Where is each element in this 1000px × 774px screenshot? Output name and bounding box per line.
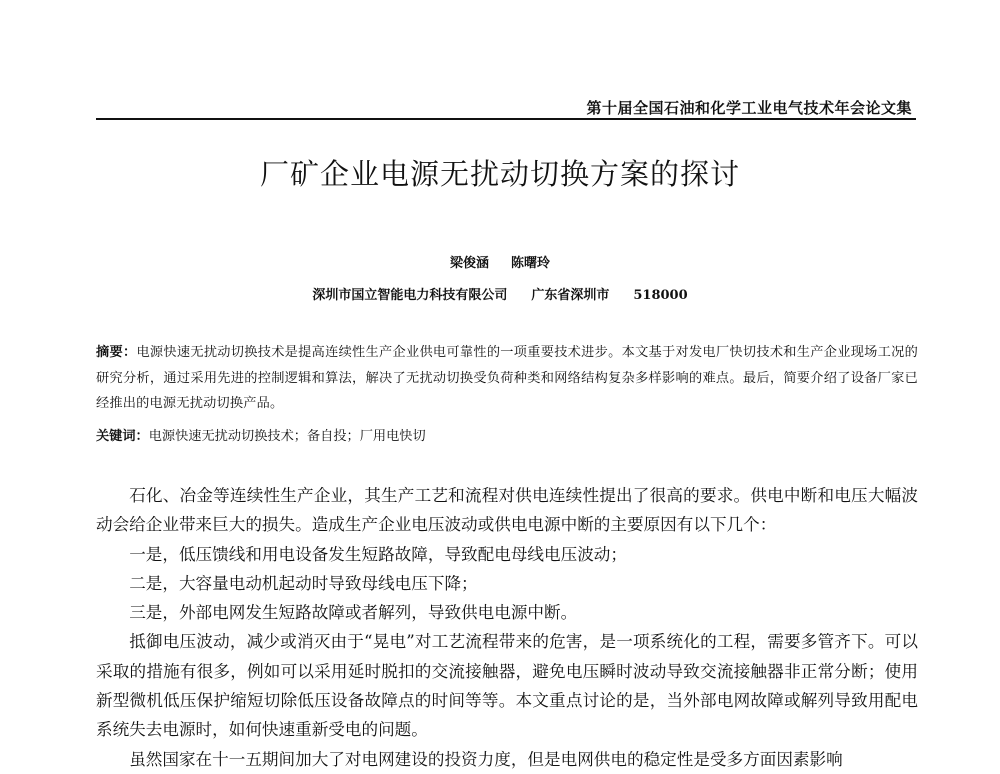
abstract [96, 340, 918, 417]
abstract-text: 电源快速无扰动切换技术是提高连续性生产企业供电可靠性的一项重要技术进步。本文基于对发电厂快切技术和生产企业现场工况的研究分析，通过采用先进的控制逻辑和算法，解决了无扰动切换受负荷种类和网络结构复杂多样影响的难点。最后，简要介绍了设备厂家已经推出的电源无扰动切换产品。 [96, 345, 918, 411]
body-paragraph: 二是，大容量电动机起动时导致母线电压下降； [129, 573, 478, 593]
body-paragraph: 三是，外部电网发生短路故障或者解列，导致供电电源中断。 [129, 603, 578, 623]
affiliation-location: 广东省深圳市 [531, 288, 610, 303]
affiliation [0, 284, 1000, 303]
body-paragraph: 抵御电压波动，减少或消灭由于“晃电”对工艺流程带来的危害，是一项系统化的工程，需要多管齐下。可以采取的措施有很多，例如可以采用延时脱扣的交流接触器，避免电压瞬时波动导致交流接触器非正常分断；使用新型微机低压保护缩短切除低压设备故障点的时间等等。本文重点讨论的是，当外部电网故障或解列导致用配电系统失去电源时，如何快速重新受电的问题。 [96, 632, 918, 740]
affiliation-organization: 深圳市国立智能电力科技有限公司 [312, 288, 508, 303]
abstract-label: 摘要： [96, 345, 137, 360]
author-name: 陈曙玲 [511, 256, 551, 271]
affiliation-postcode: 518000 [633, 288, 688, 303]
keywords-label: 关键词： [96, 429, 149, 444]
author-name: 梁俊涵 [449, 256, 489, 271]
header-rule [96, 118, 916, 120]
body-paragraph: 一是，低压馈线和用电设备发生短路故障，导致配电母线电压波动； [129, 544, 627, 564]
keywords [96, 427, 918, 447]
body-paragraph: 石化、冶金等连续性生产企业，其生产工艺和流程对供电连续性提出了很高的要求。供电中断和电压大幅波动会给企业带来巨大的损失。造成生产企业电压波动或供电电源中断的主要原因有以下几个： [96, 486, 918, 535]
paper-title: 厂矿企业电源无扰动切换方案的探讨 [259, 157, 740, 191]
author-list [0, 252, 1000, 271]
body-text [96, 481, 918, 774]
body-paragraph: 虽然国家在十一五期间加大了对电网建设的投资力度，但是电网供电的稳定性是受多方面因素影响 [129, 749, 843, 769]
keywords-text: 电源快速无扰动切换技术；备自投；厂用电快切 [148, 429, 426, 444]
running-header: 第十届全国石油和化学工业电气技术年会论文集 [586, 99, 912, 117]
